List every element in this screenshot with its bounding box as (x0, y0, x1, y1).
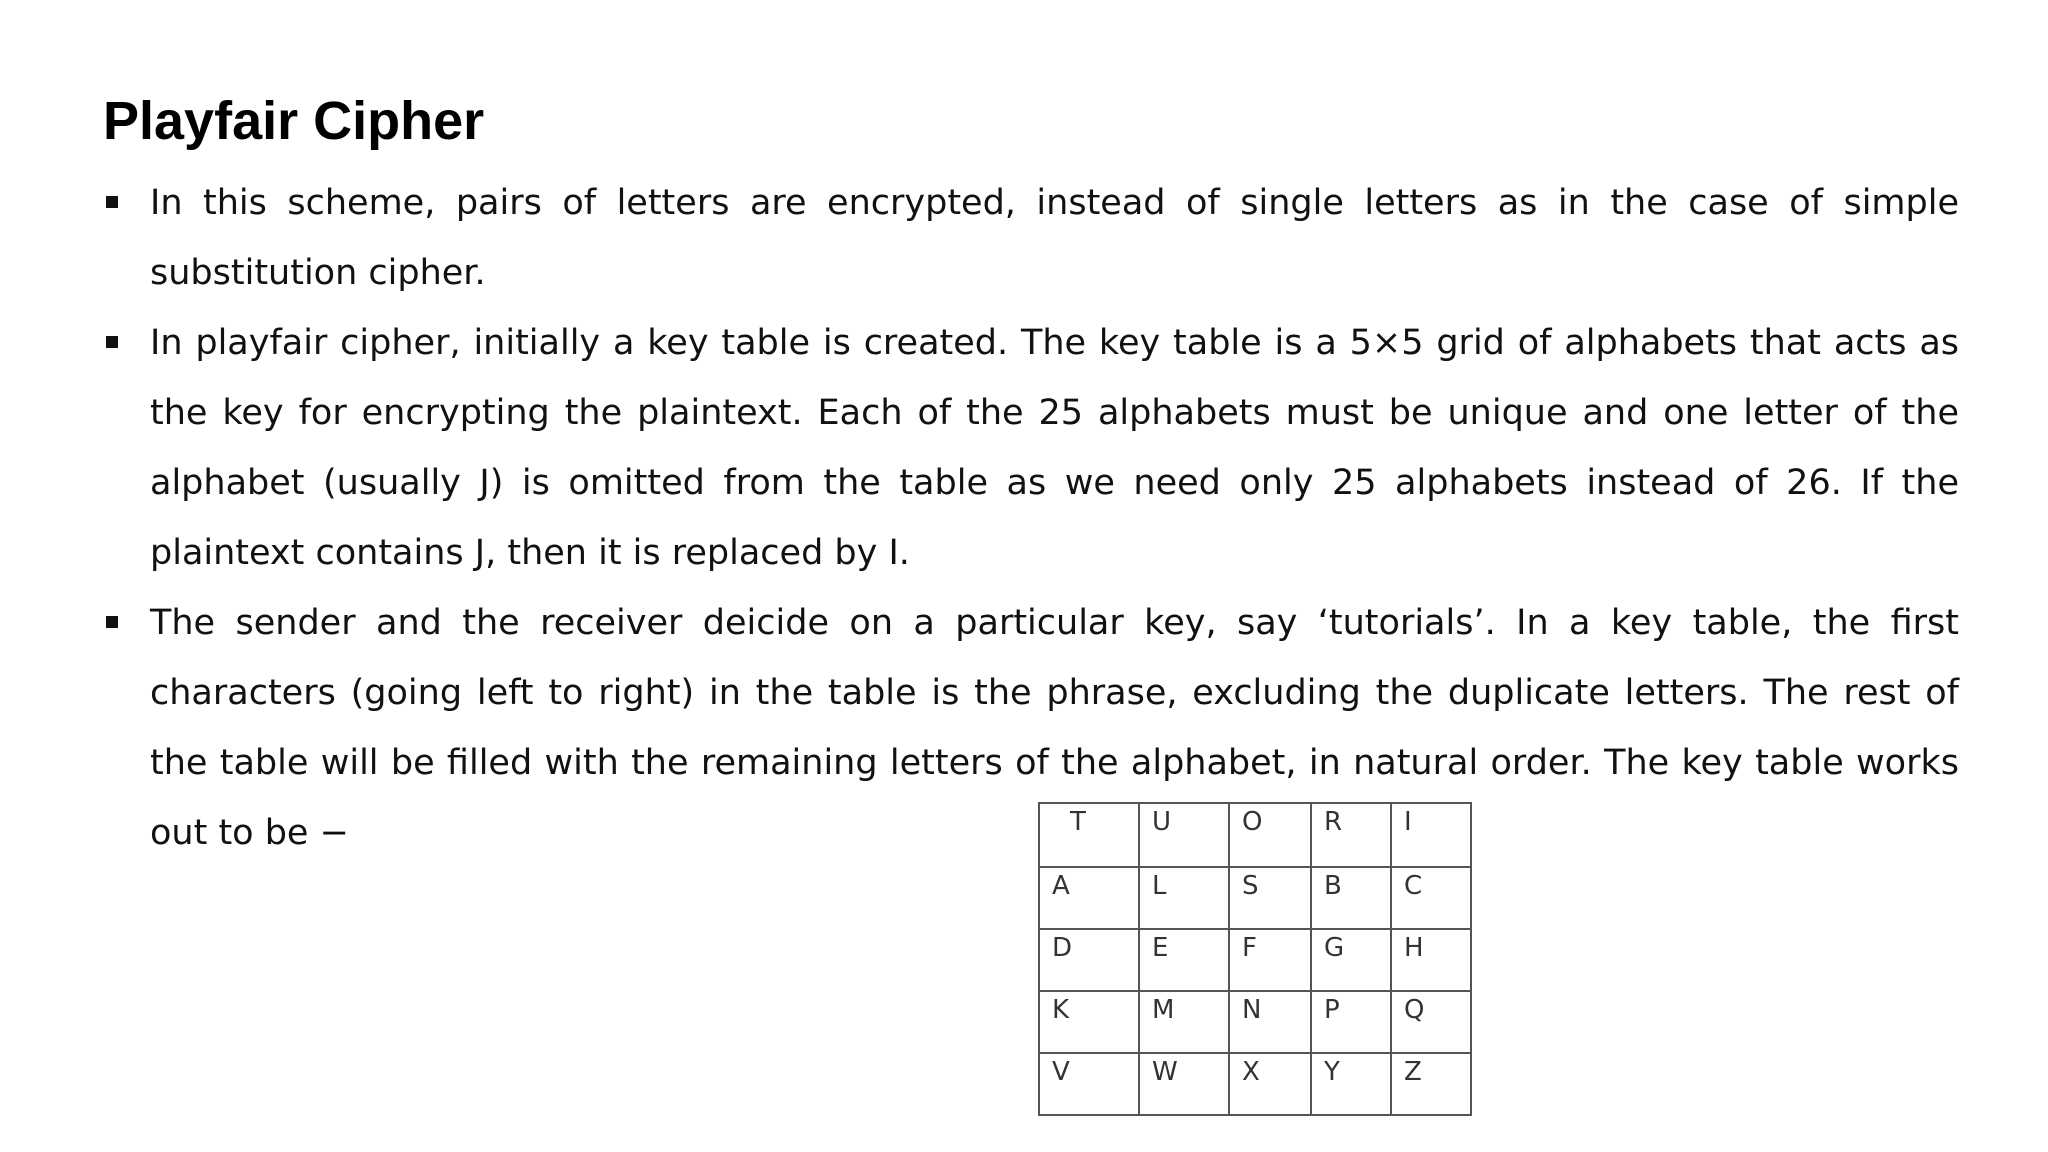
slide-title: Playfair Cipher (103, 91, 485, 151)
bullet-item (103, 168, 1959, 308)
key-table-cell: H (1391, 929, 1471, 991)
key-table-cell: G (1311, 929, 1391, 991)
key-table-cell: P (1311, 991, 1391, 1053)
key-table-cell: M (1139, 991, 1229, 1053)
key-table-cell: I (1391, 803, 1471, 867)
key-table-cell: R (1311, 803, 1391, 867)
key-table-row (1039, 929, 1471, 991)
key-table-cell: L (1139, 867, 1229, 929)
key-table-cell: D (1039, 929, 1139, 991)
key-table-cell: T (1039, 803, 1139, 867)
key-table-cell: K (1039, 991, 1139, 1053)
bullet-text: In this scheme, pairs of letters are encrypted, instead of single letters as in the case of simple substitution cipher. (150, 183, 1959, 293)
key-table-row (1039, 991, 1471, 1053)
key-table-cell: X (1229, 1053, 1311, 1115)
key-table (1038, 802, 1472, 1116)
bullet-item (103, 588, 1959, 868)
bullet-item (103, 308, 1959, 588)
key-table-cell: O (1229, 803, 1311, 867)
key-table-cell: C (1391, 867, 1471, 929)
key-table-cell: W (1139, 1053, 1229, 1115)
key-table-row (1039, 1053, 1471, 1115)
key-table-cell: Y (1311, 1053, 1391, 1115)
square-bullet-icon (106, 196, 118, 208)
key-table-cell: Q (1391, 991, 1471, 1053)
bullet-list (103, 168, 1959, 868)
key-table-cell: B (1311, 867, 1391, 929)
key-table-cell: U (1139, 803, 1229, 867)
square-bullet-icon (106, 616, 118, 628)
bullet-text: The sender and the receiver deicide on a particular key, say ‘tutorials’. In a key table, the first characters (going left to right) in the table is the phrase, excluding the duplicate letters. The rest of the table will be filled with the remaining letters of the alphabet, in natural order. The key table works out to be − (150, 603, 1959, 853)
key-table-cell: Z (1391, 1053, 1471, 1115)
key-table-cell: F (1229, 929, 1311, 991)
bullet-text: In playfair cipher, initially a key table is created. The key table is a 5×5 grid of alphabets that acts as the key for encrypting the plaintext. Each of the 25 alphabets must be unique and one letter of the alphabet (usually J) is omitted from the table as we need only 25 alphabets instead of 26. If the plaintext contains J, then it is replaced by I. (150, 323, 1959, 573)
key-table-cell: E (1139, 929, 1229, 991)
key-table-row (1039, 803, 1471, 867)
key-table-row (1039, 867, 1471, 929)
key-table-cell: V (1039, 1053, 1139, 1115)
square-bullet-icon (106, 336, 118, 348)
key-table-cell: S (1229, 867, 1311, 929)
key-table-cell: N (1229, 991, 1311, 1053)
key-table-cell: A (1039, 867, 1139, 929)
